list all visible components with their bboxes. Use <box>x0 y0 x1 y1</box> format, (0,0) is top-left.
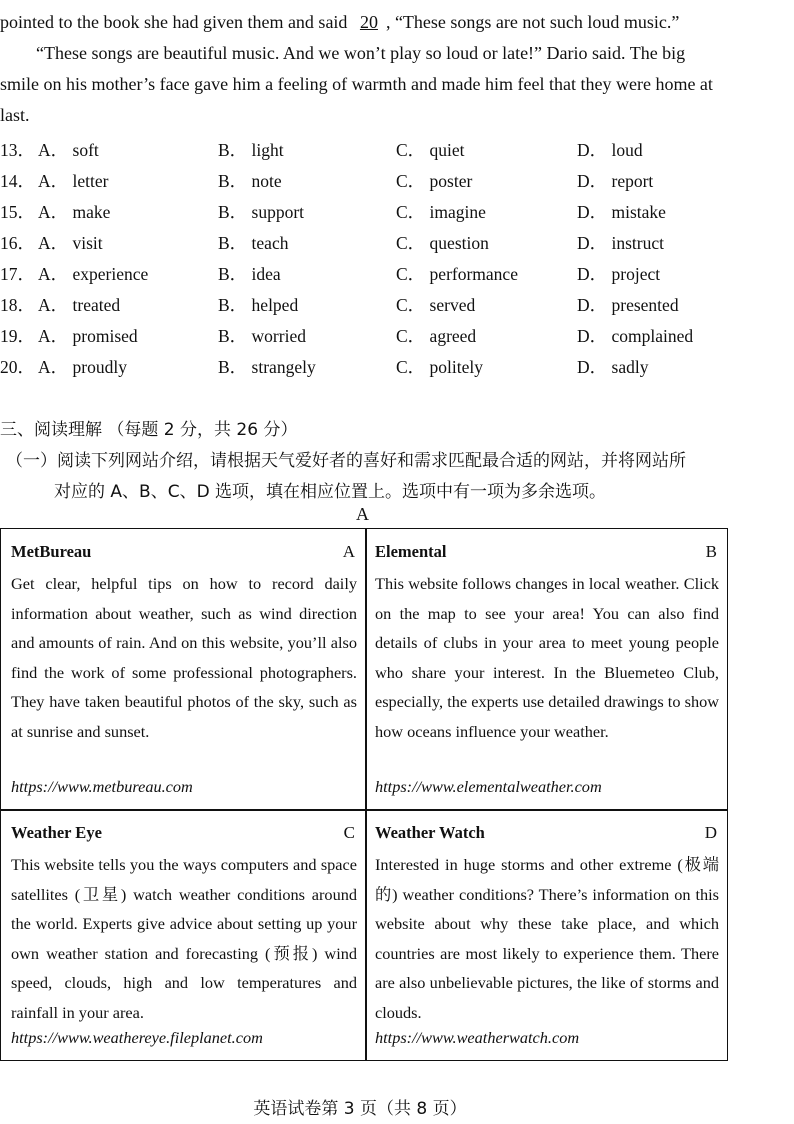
question-number: 15． <box>0 202 35 222</box>
question-number: 18． <box>0 295 35 315</box>
part-label: A <box>356 504 369 524</box>
option-d: D． project <box>577 264 661 284</box>
option-c: C． agreed <box>396 326 477 346</box>
website-url: https://www.weathereye.fileplanet.com <box>11 1028 263 1047</box>
question-row <box>0 292 760 323</box>
option-a: A． letter <box>38 171 109 191</box>
option-b: B． note <box>218 171 282 191</box>
option-c: C． performance <box>396 264 518 284</box>
website-url: https://www.metbureau.com <box>11 777 193 796</box>
website-card-c <box>1 810 365 1060</box>
option-b: B． worried <box>218 326 306 346</box>
option-d: D． mistake <box>577 202 666 222</box>
option-a: A． proudly <box>38 357 127 377</box>
passage-line-3: smile on his mother’s face gave him a feeling of warmth and made him feel that they were home at <box>0 74 713 94</box>
option-c: C． poster <box>396 171 473 191</box>
option-b: B． idea <box>218 264 281 284</box>
option-d: D． loud <box>577 140 643 160</box>
website-table <box>0 528 728 1061</box>
option-d: D． complained <box>577 326 694 346</box>
option-c: C． imagine <box>396 202 486 222</box>
website-description: This website tells you the ways computers and space satellites (卫星) watch weather conditions around the world. Experts give advice about setting up your own weather station and forecasting (预报) wind speed, clouds, high and low temperatures and rainfall in your area. <box>11 855 357 1022</box>
website-name: Weather Watch <box>375 823 485 842</box>
question-row <box>0 354 760 385</box>
question-number: 19． <box>0 326 35 346</box>
option-b: B． strangely <box>218 357 316 377</box>
question-row <box>0 323 760 354</box>
website-card-d <box>365 810 727 1060</box>
option-a: A． experience <box>38 264 149 284</box>
option-a: A． visit <box>38 233 103 253</box>
question-number: 16． <box>0 233 35 253</box>
question-number: 20． <box>0 357 35 377</box>
question-row <box>0 230 760 261</box>
option-b: B． light <box>218 140 284 160</box>
question-row <box>0 168 760 199</box>
passage-line-4: last. <box>0 105 30 125</box>
section-heading: 三、阅读理解 （每题 2 分，共 26 分） <box>0 420 298 440</box>
website-url: https://www.weatherwatch.com <box>375 1028 580 1047</box>
option-c: C． question <box>396 233 489 253</box>
website-description: This website follows changes in local weather. Click on the map to see your area! You can also find details of clubs in your area to meet young people who share your interest. In the Bluemeteo Club, especially, the experts use detailed drawings to show how oceans influence your weather. <box>375 574 719 741</box>
question-row <box>0 137 760 168</box>
option-d: D． report <box>577 171 654 191</box>
website-description: Get clear, helpful tips on how to record daily information about weather, such as wind direction and amounts of rain. And on this website, you’ll also find the work of some professional photographers. They have taken beautiful photos of the sky, such as at sunrise and sunset. <box>11 574 357 741</box>
option-a: A． promised <box>38 326 138 346</box>
option-a: A． make <box>38 202 111 222</box>
question-number: 17． <box>0 264 35 284</box>
passage-line-2: “These songs are beautiful music. And we won’t play so loud or late!” Dario said. The big <box>36 43 686 63</box>
instruction-line-1: （一）阅读下列网站介绍，请根据天气爱好者的喜好和需求匹配最合适的网站，并将网站所 <box>6 451 686 471</box>
website-description: Interested in huge storms and other extreme (极端的) weather conditions? There’s information on this website about why these take place, and which countries are most likely to experience them. There are also unbelievable pictures, the like of storms and clouds. <box>375 855 719 1022</box>
option-c: C． served <box>396 295 476 315</box>
instruction-line-2: 对应的 A、B、C、D 选项，填在相应位置上。选项中有一项为多余选项。 <box>54 482 607 502</box>
option-d: D． presented <box>577 295 679 315</box>
website-card-a <box>1 529 365 809</box>
passage-line-1-end: , “These songs are not such loud music.” <box>385 12 680 32</box>
option-a: A． soft <box>38 140 99 160</box>
option-d: D． instruct <box>577 233 665 253</box>
option-a: A． treated <box>38 295 121 315</box>
question-number: 13． <box>0 140 35 160</box>
website-letter: B <box>705 542 717 561</box>
website-name: Elemental <box>375 542 447 561</box>
blank-20: 20 <box>359 12 378 32</box>
question-row <box>0 261 760 292</box>
option-d: D． sadly <box>577 357 649 377</box>
website-letter: A <box>342 542 355 561</box>
website-name: Weather Eye <box>11 823 102 842</box>
option-c: C． quiet <box>396 140 465 160</box>
website-card-b <box>365 529 727 809</box>
option-b: B． helped <box>218 295 299 315</box>
page-footer: 英语试卷第 3 页（共 8 页） <box>253 1099 467 1119</box>
question-number: 14． <box>0 171 35 191</box>
option-b: B． teach <box>218 233 289 253</box>
website-name: MetBureau <box>11 542 92 561</box>
passage-line-1-start: pointed to the book she had given them and said <box>0 12 348 32</box>
website-url: https://www.elementalweather.com <box>375 777 602 796</box>
passage-line-1 <box>0 12 679 33</box>
option-b: B． support <box>218 202 305 222</box>
option-c: C． politely <box>396 357 484 377</box>
website-letter: C <box>343 823 355 842</box>
website-letter: D <box>704 823 717 842</box>
question-row <box>0 199 760 230</box>
